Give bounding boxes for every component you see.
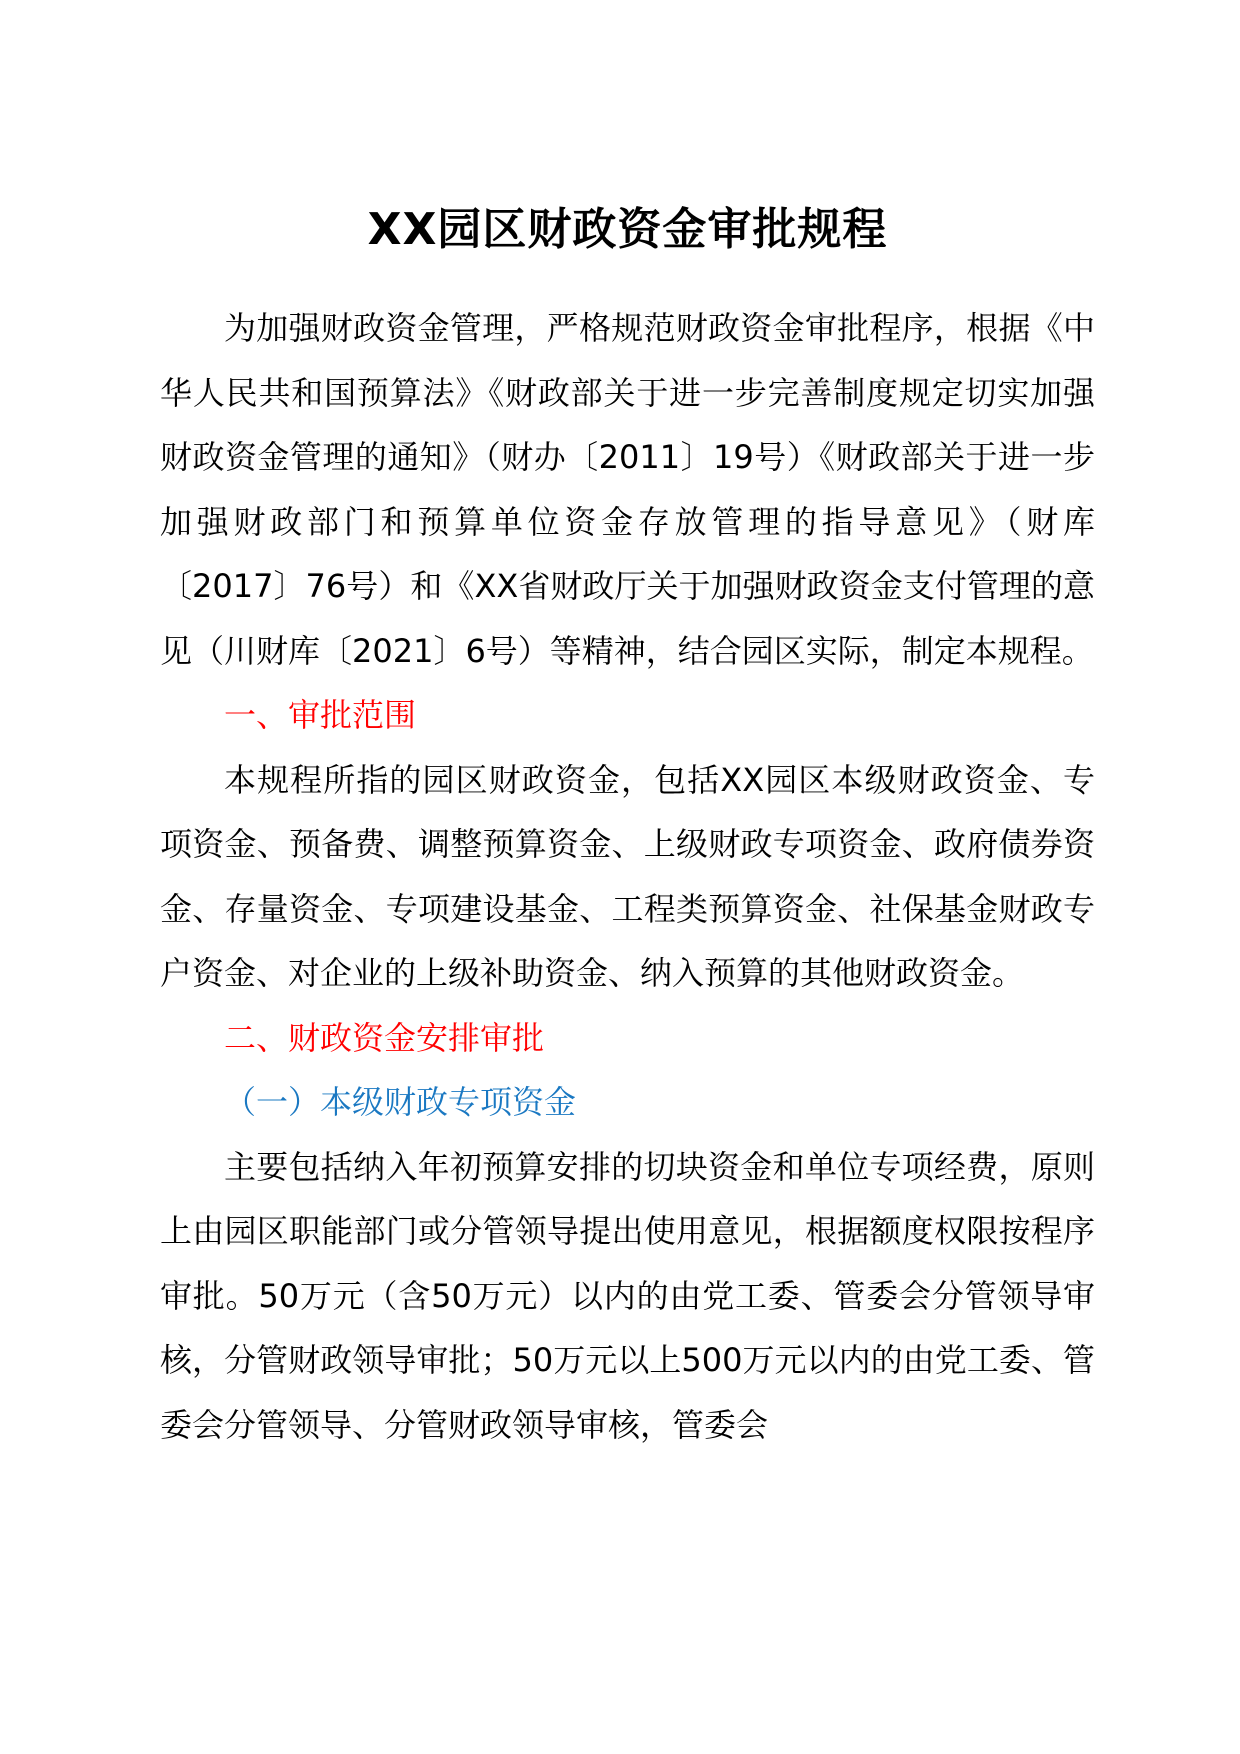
special-funds-paragraph: 主要包括纳入年初预算安排的切块资金和单位专项经费，原则上由园区职能部门或分管领导提出使用意见，根据额度权限按程序审批。50万元（含50万元）以内的由党工委、管委会分管领导审核，分管财政领导审批；50万元以上500万元以内的由党工委、管委会分管领导、分管财政领导审核，管委会: [160, 1147, 1095, 1444]
document-title: XX园区财政资金审批规程: [367, 204, 888, 255]
document-body: [160, 296, 1095, 1457]
section-heading-scope: 一、审批范围: [224, 696, 417, 734]
scope-paragraph: 本规程所指的园区财政资金，包括XX园区本级财政资金、专项资金、预备费、调整预算资金、上级财政专项资金、政府债券资金、存量资金、专项建设基金、工程类预算资金、社保基金财政专户资金、对企业的上级补助资金、纳入预算的其他财政资金。: [160, 760, 1095, 992]
section-heading-arrangement: 二、财政资金安排审批: [224, 1018, 545, 1057]
subsection-heading-special-funds: （一）本级财政专项资金: [224, 1083, 577, 1121]
intro-paragraph: 为加强财政资金管理，严格规范财政资金审批程序，根据《中华人民共和国预算法》《财政部关于进一步完善制度规定切实加强财政资金管理的通知》（财办〔2011〕19号）《财政部关于进一步加强财政部门和预算单位资金存放管理的指导意见》（财库〔2017〕76号）和《XX省财政厅关于加强财政资金支付管理的意见（川财库〔2021〕6号）等精神，结合园区实际，制定本规程。: [160, 309, 1095, 670]
